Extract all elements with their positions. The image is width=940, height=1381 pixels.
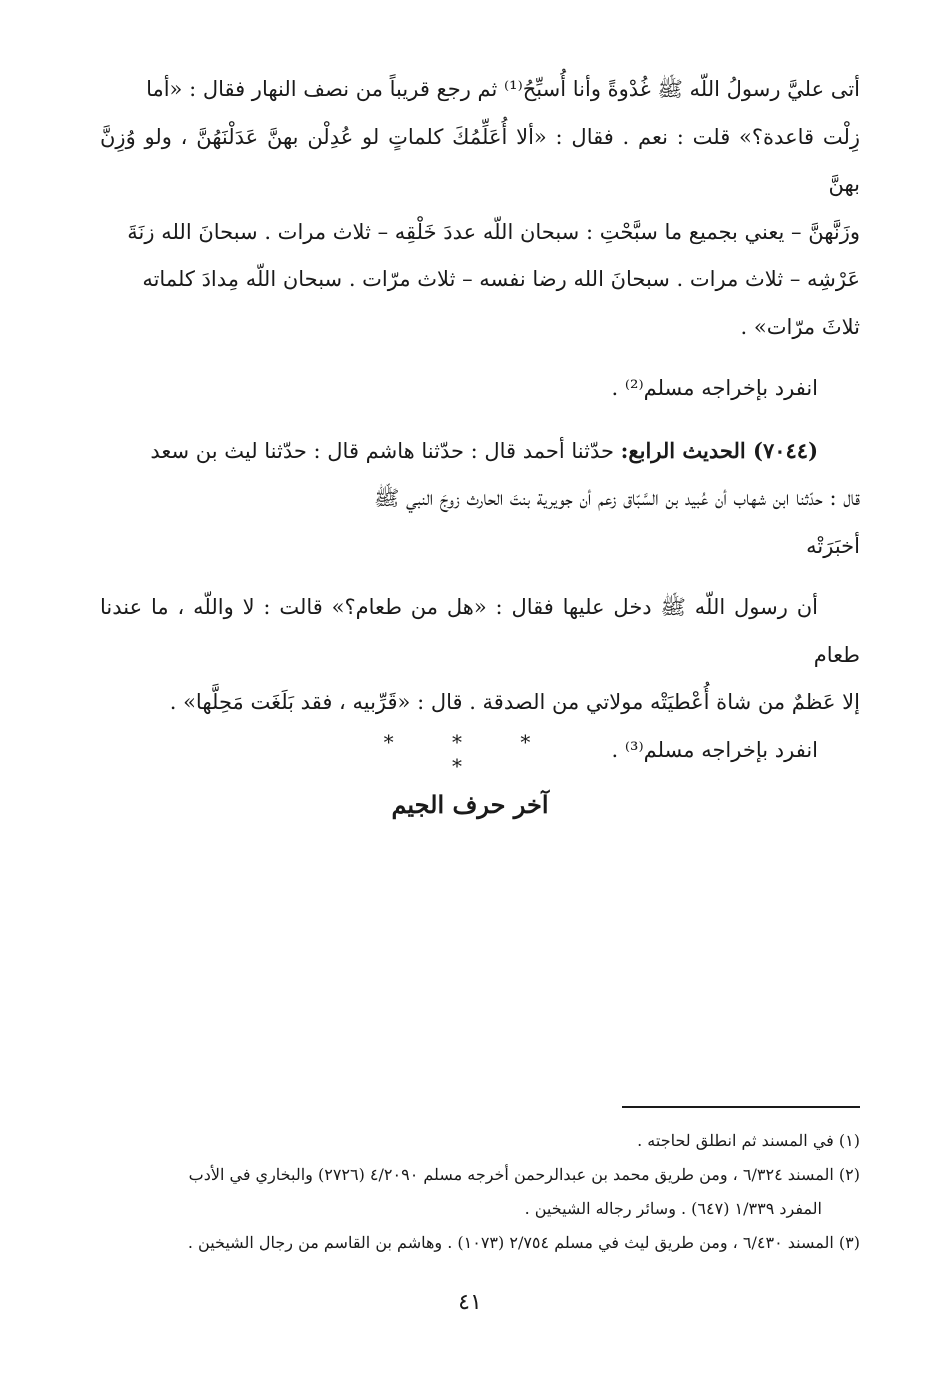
footnote: (١) في المسند ثم انطلق لحاجته . xyxy=(637,1131,860,1150)
footnote-continuation: المفرد ١/٣٣٩ (٦٤٧) . وسائر رجاله الشيخين . xyxy=(524,1199,822,1218)
text-line: زِلْت قاعدة؟» قلت : نعم . فقال : «ألا أُعَلِّمُكَ كلماتٍ لو عُدِلْن بهنَّ عَدَلْنَهُنَّ ، ولو وُزِنَّ بهنَّ xyxy=(100,124,860,196)
text-line: ثلاثَ مرّات» . xyxy=(740,314,860,339)
footnotes xyxy=(100,1124,860,1260)
main-text xyxy=(100,66,860,774)
page-number: ٤١ xyxy=(458,1290,482,1315)
section-end-title: آخر حرف الجيم xyxy=(391,790,549,819)
text-line: إلا عَظمٌ من شاة أُعْطيَتْه مولاتي من الصدقة . قال : «قَرِّبيه ، فقد بَلَغَت مَحِلَّها» . xyxy=(169,690,860,714)
text-line: أن رسول اللّه ﷺ دخل عليها فقال : «هل من طعام؟» قالت : لا واللّه ، ما عندنا طعام xyxy=(100,595,860,667)
footnote-divider xyxy=(622,1106,860,1108)
source-note: انفرد بإخراجه مسلم⁽³⁾ . xyxy=(611,737,818,762)
footnote: (٢) المسند ٦/٣٢٤ ، ومن طريق محمد بن عبدالرحمن أخرجه مسلم ٤/٢٠٩٠ (٢٧٢٦) والبخاري في الأدب xyxy=(188,1165,860,1184)
hadith-title: (٧٠٤٤) الحديث الرابع: xyxy=(620,437,818,463)
hadith-heading-line xyxy=(100,427,860,476)
text-line: أتى عليَّ رسولُ اللّه ﷺ غُدْوةً وأنا أُسبِّحُ⁽¹⁾ ثم رجع قريباً من نصف النهار فقال : «أما xyxy=(146,77,860,101)
text-line: عَرْشِه – ثلاث مرات . سبحانَ الله رضا نفسه – ثلاث مرّات . سبحان اللّه مِدادَ كلماته xyxy=(142,267,860,291)
text-line: قال : حدّثنا ابن شهاب أن عُبيد بن السَّبّاق زعم أن جويرية بنتَ الحارث زوجَ النبي ﷺ xyxy=(373,486,860,510)
text-line: وزَنَّهنَّ – يعني بجميع ما سبَّحْتِ : سبحان اللّه عددَ خَلْقِه – ثلاث مرات . سبحانَ الله زنَةَ xyxy=(127,219,860,244)
section-stars: * * * * xyxy=(383,730,557,778)
text-line: أخبَرَتْه xyxy=(806,533,860,558)
source-note: انفرد بإخراجه مسلم⁽²⁾ . xyxy=(611,376,818,400)
footnote: (٣) المسند ٦/٤٣٠ ، ومن طريق ليث في مسلم ٢/٧٥٤ (١٠٧٣) . وهاشم بن القاسم من رجال الشيخين . xyxy=(187,1233,860,1252)
hadith-chain: حدّثنا أحمد قال : حدّثنا هاشم قال : حدّثنا ليث بن سعد xyxy=(150,438,621,463)
